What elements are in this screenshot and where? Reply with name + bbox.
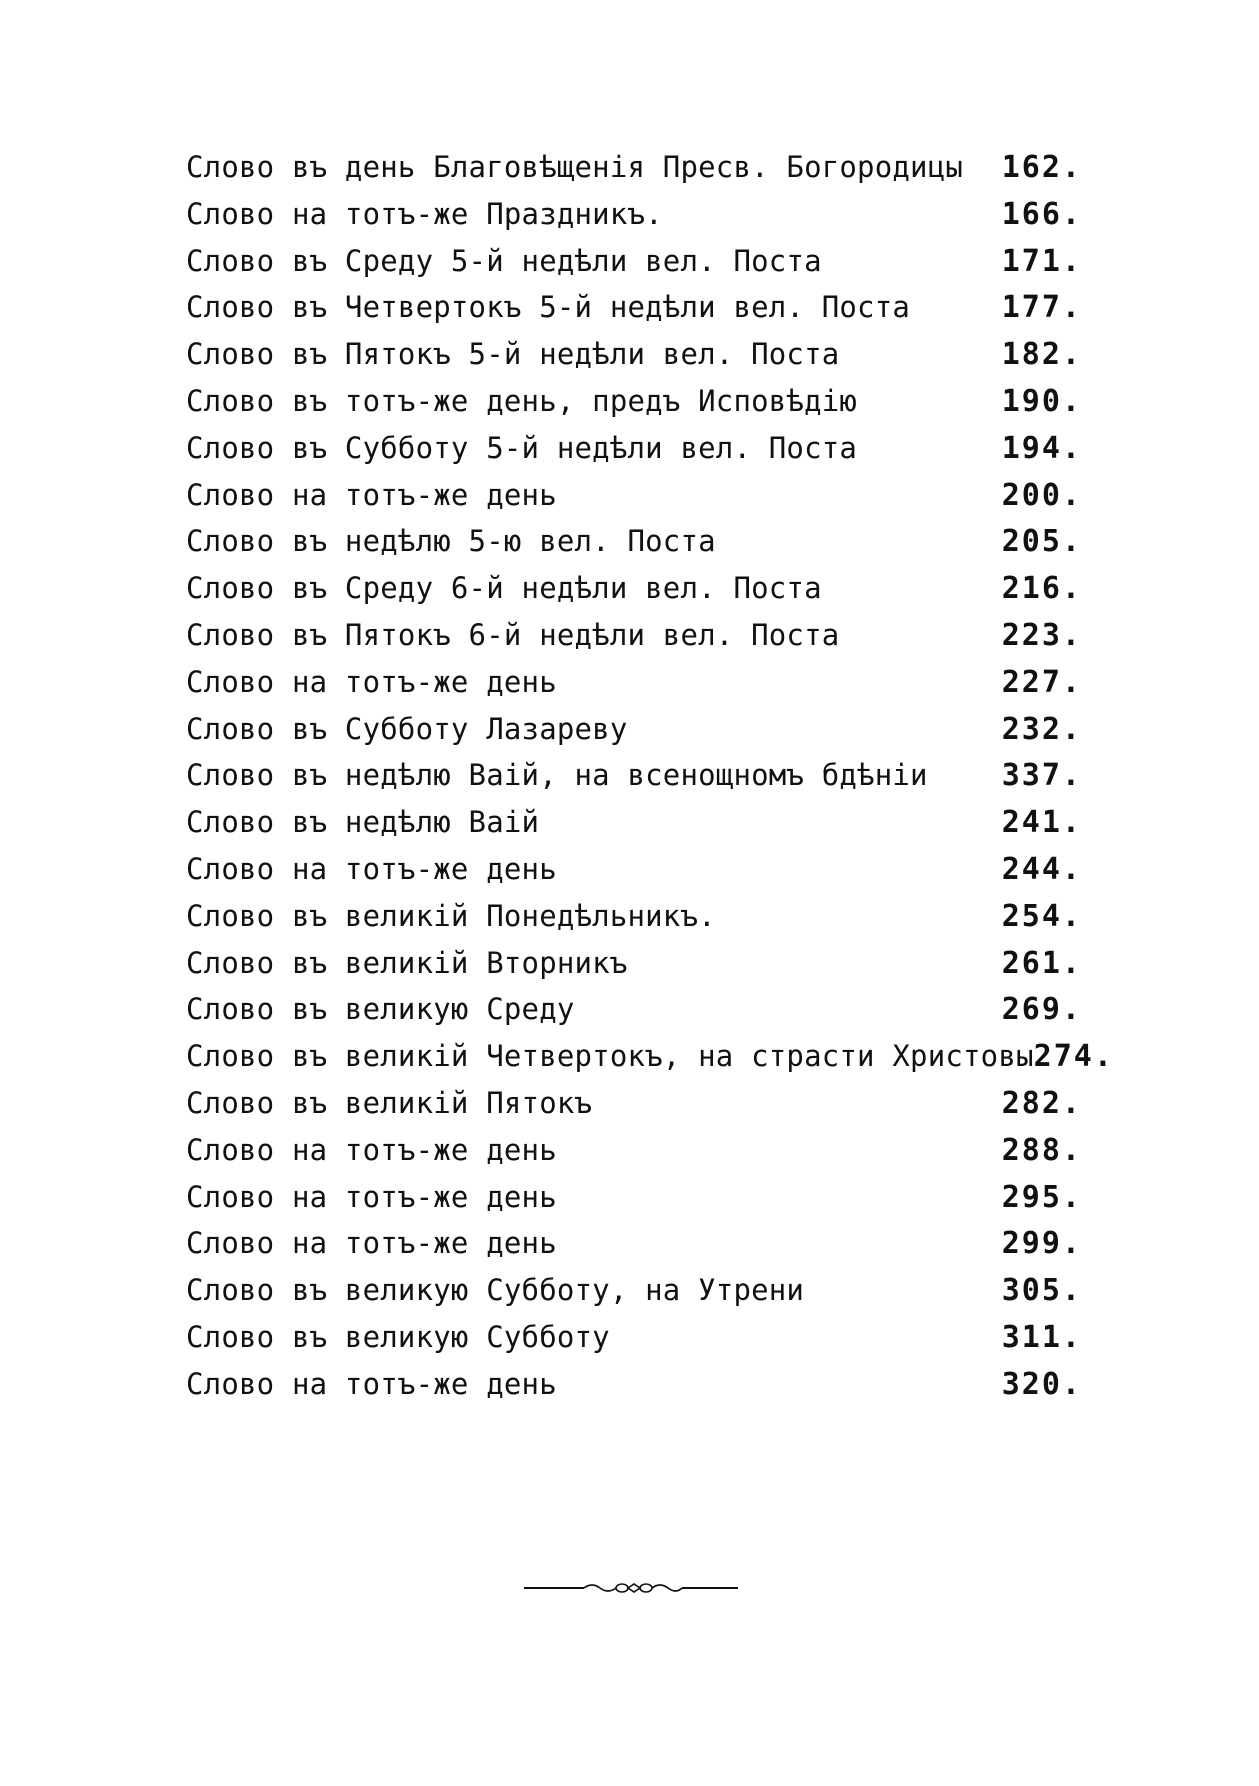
toc-row (186, 1033, 1114, 1080)
toc-title: Слово въ недѣлю 5-ю вел. Поста (186, 524, 716, 559)
toc-row (186, 893, 1082, 940)
toc-title: Слово на тотъ-же день (186, 664, 557, 699)
toc-page-number: 216. (1001, 571, 1082, 607)
toc-page-number: 311. (1001, 1319, 1082, 1355)
toc-page-number: 269. (1001, 992, 1082, 1028)
toc-title: Слово въ великую Субботу, на Утрени (186, 1273, 805, 1308)
toc-row (186, 986, 1082, 1033)
toc-row (186, 1174, 1082, 1221)
toc-page-number: 182. (1001, 337, 1082, 373)
toc-page-number: 282. (1001, 1085, 1082, 1121)
toc-page-number: 177. (1001, 290, 1082, 326)
toc-title: Слово на тотъ-же Праздникъ. (186, 196, 663, 231)
toc-title: Слово на тотъ-же день (186, 1366, 557, 1401)
toc-page-number: 171. (1001, 243, 1082, 279)
toc-title: Слово въ великую Субботу (186, 1319, 610, 1354)
toc-page-number: 320. (1001, 1366, 1082, 1402)
toc-row (186, 472, 1082, 519)
toc-title: Слово на тотъ-же день (186, 477, 557, 512)
toc-page-number: 254. (1001, 898, 1082, 934)
toc-row (186, 1267, 1082, 1314)
toc-row (186, 1127, 1082, 1174)
table-of-contents (186, 144, 1114, 1408)
toc-title: Слово въ великій Пятокъ (186, 1085, 593, 1120)
toc-page-number: 223. (1001, 617, 1082, 653)
toc-row (186, 331, 1082, 378)
toc-page-number: 244. (1001, 851, 1082, 887)
toc-title: Слово на тотъ-же день (186, 851, 557, 886)
toc-row (186, 565, 1082, 612)
toc-row (186, 1220, 1082, 1267)
toc-row (186, 425, 1082, 472)
toc-page-number: 190. (1001, 383, 1082, 419)
toc-title: Слово въ Пятокъ 5-й недѣли вел. Поста (186, 337, 840, 372)
toc-title: Слово въ Четвертокъ 5-й недѣли вел. Поста (186, 290, 911, 325)
toc-page-number: 305. (1001, 1273, 1082, 1309)
toc-title: Слово въ день Благовѣщенія Пресв. Богородицы (186, 150, 964, 184)
toc-row (186, 940, 1082, 987)
toc-row (186, 144, 1082, 191)
toc-row (186, 612, 1082, 659)
toc-page-number: 274. (1033, 1039, 1114, 1075)
toc-row (186, 752, 1082, 799)
toc-row (186, 799, 1082, 846)
toc-title: Слово на тотъ-же день (186, 1226, 557, 1261)
toc-row (186, 191, 1082, 238)
toc-row (186, 659, 1082, 706)
toc-page-number: 205. (1001, 524, 1082, 560)
toc-page-number: 166. (1001, 196, 1082, 232)
toc-title: Слово въ Пятокъ 6-й недѣли вел. Поста (186, 617, 840, 652)
toc-row (186, 378, 1082, 425)
toc-title: Слово въ Субботу Лазареву (186, 711, 628, 746)
toc-page-number: 299. (1001, 1226, 1082, 1262)
toc-page-number: 232. (1001, 711, 1082, 747)
toc-title: Слово на тотъ-же день (186, 1179, 557, 1214)
toc-title: Слово на тотъ-же день (186, 1132, 557, 1167)
toc-page-number: 227. (1001, 664, 1082, 700)
toc-row (186, 238, 1082, 285)
toc-row (186, 1361, 1082, 1408)
toc-title: Слово въ великій Четвертокъ, на страсти Христовы (186, 1039, 1034, 1074)
toc-page-number: 241. (1001, 805, 1082, 841)
toc-page-number: 194. (1001, 430, 1082, 466)
toc-page-number: 337. (1001, 758, 1082, 794)
toc-title: Слово въ Среду 5-й недѣли вел. Поста (186, 243, 822, 278)
toc-title: Слово въ недѣлю Ваій (186, 805, 540, 840)
toc-title: Слово въ Среду 6-й недѣли вел. Поста (186, 571, 822, 606)
toc-page-number: 200. (1001, 477, 1082, 513)
toc-title: Слово въ великій Вторникъ (186, 945, 628, 980)
toc-title: Слово въ Субботу 5-й недѣли вел. Поста (186, 430, 858, 465)
toc-row (186, 284, 1082, 331)
toc-page-number: 288. (1001, 1132, 1082, 1168)
toc-title: Слово въ тотъ-же день, предъ Исповѣдію (186, 383, 858, 418)
decorative-rule-icon (522, 1578, 740, 1598)
toc-page-number: 261. (1001, 945, 1082, 981)
toc-row (186, 846, 1082, 893)
toc-row (186, 1080, 1082, 1127)
toc-row (186, 518, 1082, 565)
toc-title: Слово въ недѣлю Ваій, на всенощномъ бдѣніи (186, 758, 928, 793)
toc-row (186, 706, 1082, 753)
toc-page-number: 162. (1001, 150, 1082, 185)
toc-title: Слово въ великую Среду (186, 992, 575, 1027)
toc-title: Слово въ великій Понедѣльникъ. (186, 898, 716, 933)
toc-row (186, 1314, 1082, 1361)
toc-page-number: 295. (1001, 1179, 1082, 1215)
